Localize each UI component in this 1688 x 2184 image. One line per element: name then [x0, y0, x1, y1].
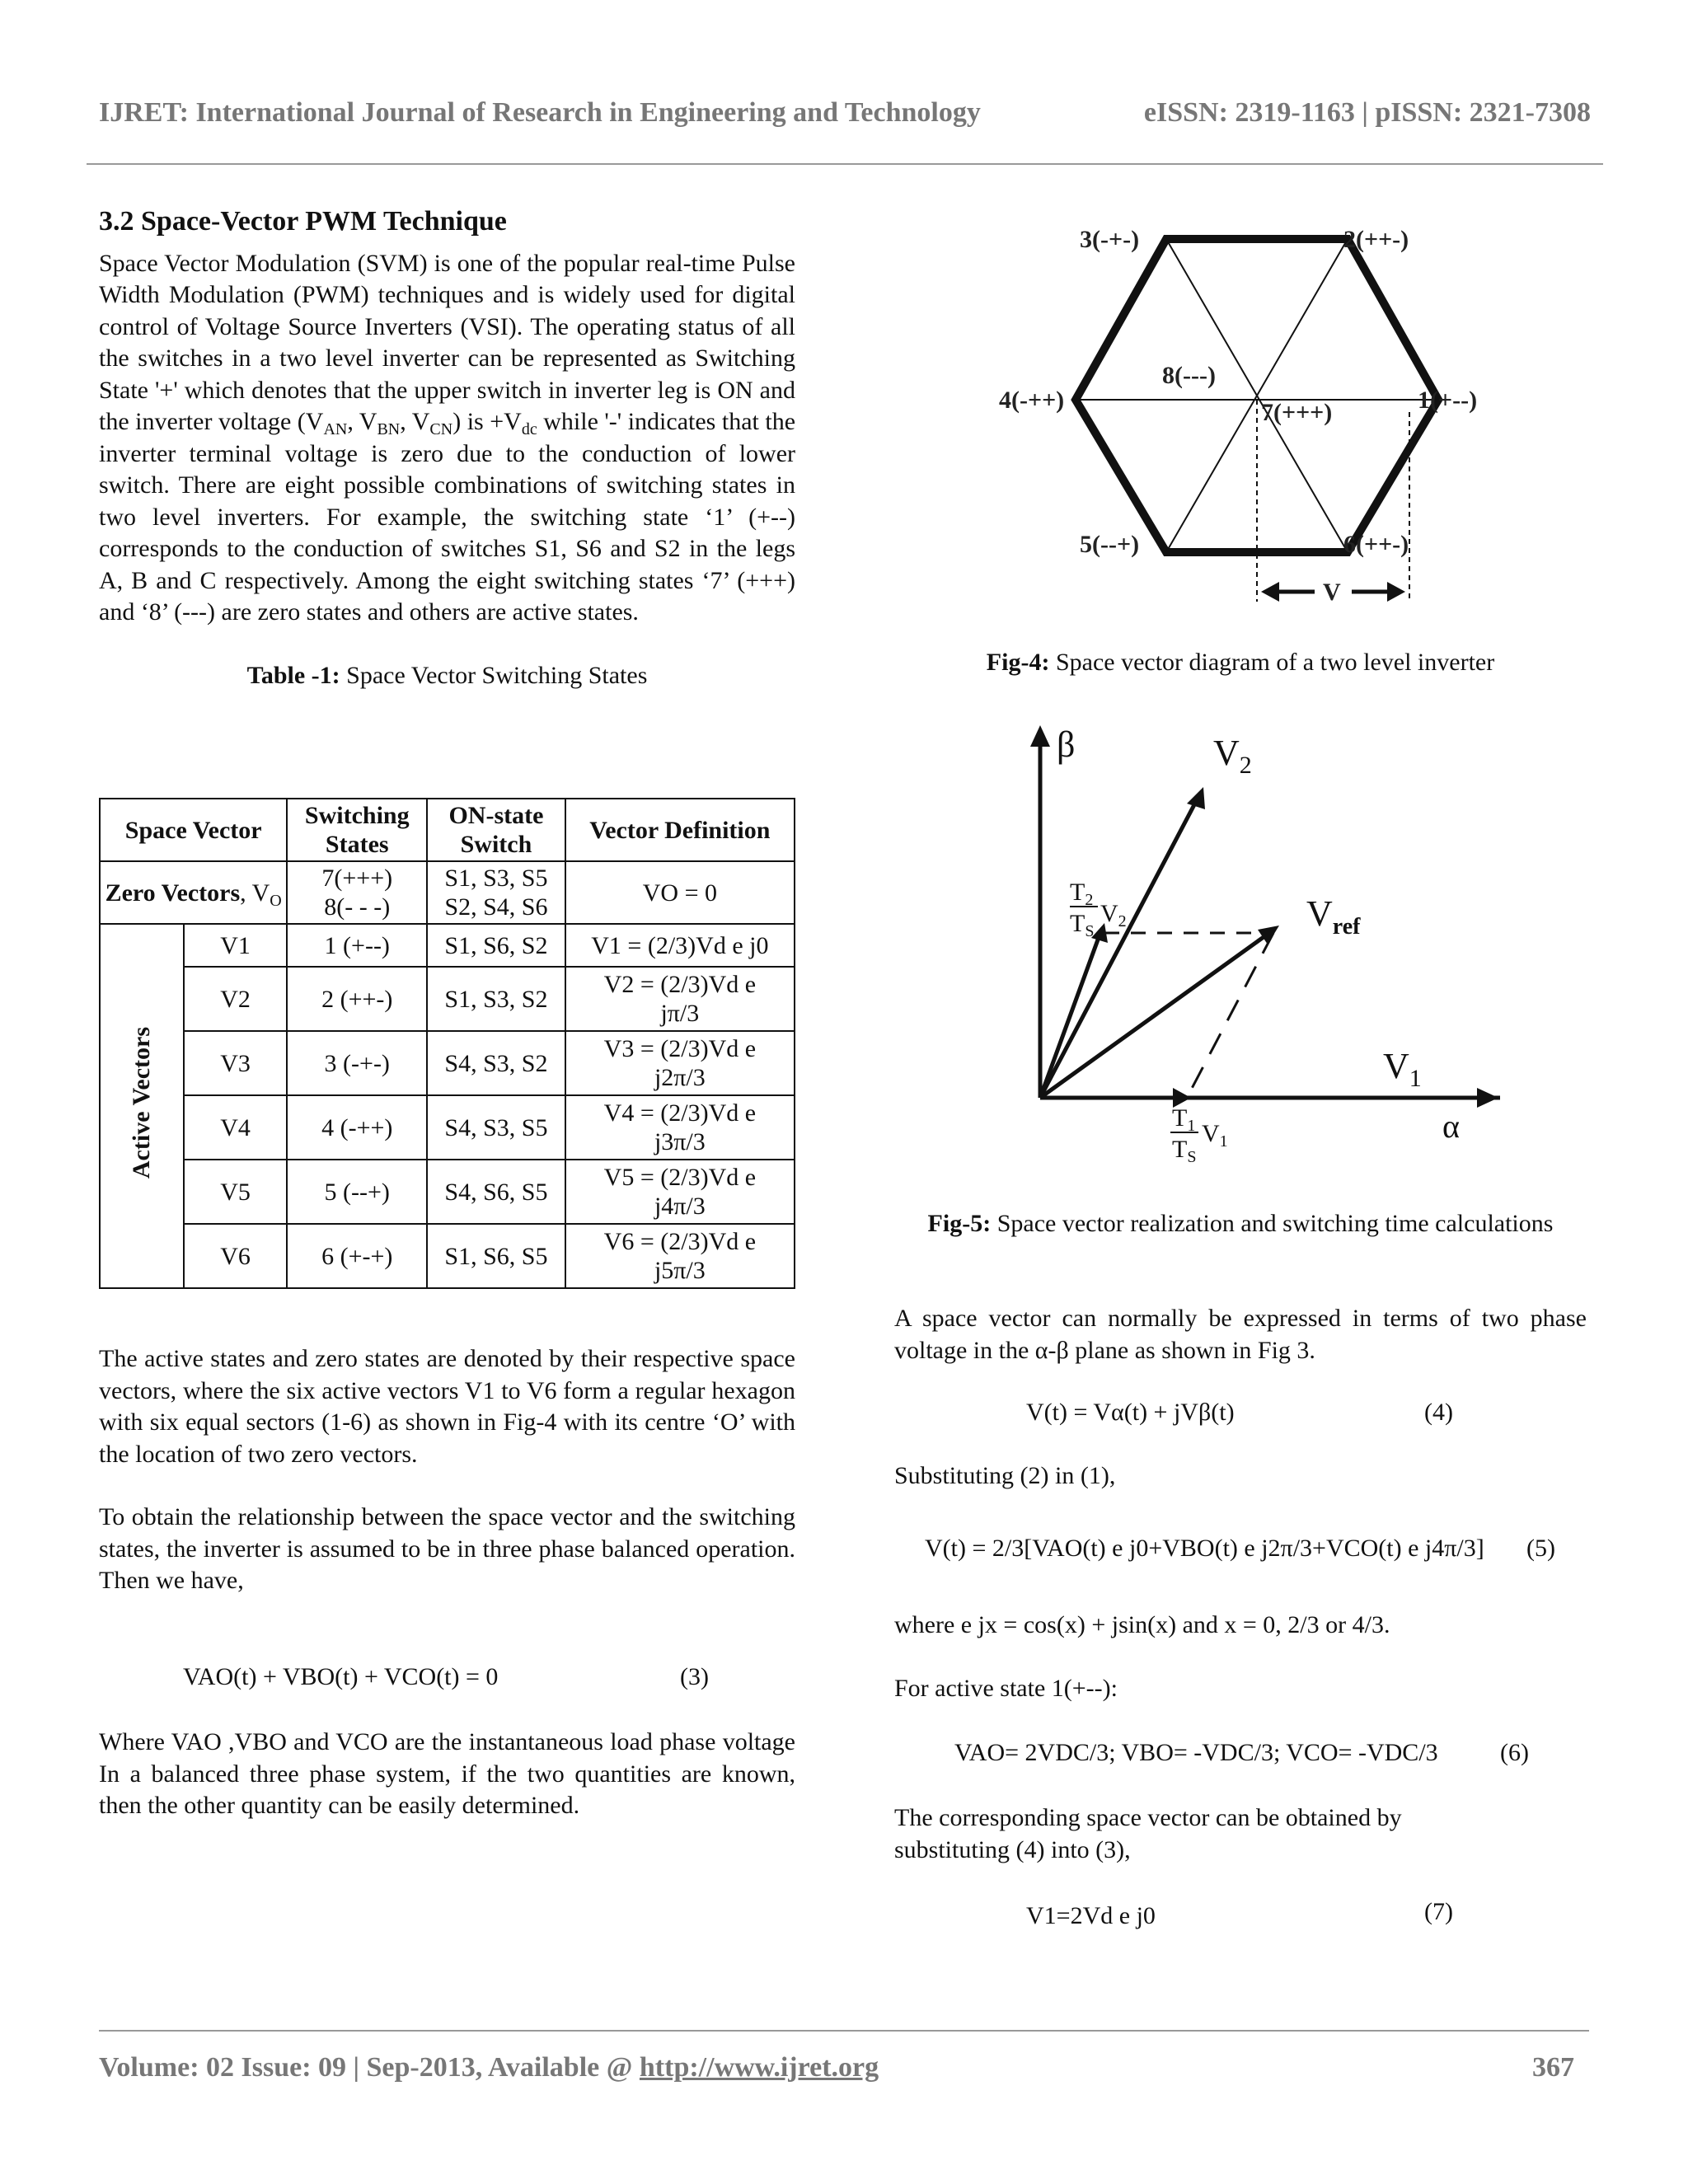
- equation-3: VAO(t) + VBO(t) + VCO(t) = 0: [183, 1663, 499, 1690]
- where-line: where e jx = cos(x) + jsin(x) and x = 0, 2/3 or 4/3.: [894, 1611, 1390, 1638]
- equation-6-number: (6): [1500, 1739, 1529, 1766]
- cell-definition: V3 = (2/3)Vd e j2π/3: [565, 1031, 795, 1095]
- header-on-state-switch: ON-state Switch: [427, 799, 565, 861]
- cell-vector: V6: [184, 1224, 288, 1288]
- equation-5: V(t) = 2/3[VAO(t) e j0+VBO(t) e j2π/3+VCO(t) e j4π/3]: [925, 1535, 1484, 1562]
- instantaneous-voltage-paragraph: Where VAO ,VBO and VCO are the instantaneous load phase voltage In a balanced three phase system, if the two quantities are known, then the other quantity can be easily determined.: [99, 1728, 795, 1819]
- cell-state: 2 (++-): [287, 967, 427, 1031]
- header-vector-definition: Vector Definition: [565, 799, 795, 861]
- header-rule: [87, 163, 1603, 165]
- v2-label: $V_2$: [1213, 733, 1252, 779]
- table-row: [100, 967, 795, 1031]
- footer-volume: Volume: 02 Issue: 09 | Sep-2013, Available @: [99, 2052, 640, 2083]
- section-title: 3.2 Space-Vector PWM Technique: [99, 206, 507, 237]
- zero-vector-label-7: 7(+++): [1261, 399, 1333, 426]
- fig5-caption: Fig-5: Space vector realization and switching time calculations: [927, 1210, 1554, 1237]
- cell-state: 3 (-+-): [287, 1031, 427, 1095]
- vertex-label-5: 5(--+): [1080, 531, 1140, 558]
- table-row: [100, 1031, 795, 1095]
- cell-switch: S4, S3, S2: [427, 1031, 565, 1095]
- table-row: [100, 1160, 795, 1224]
- journal-link[interactable]: http://www.ijret.org: [639, 2052, 879, 2083]
- switching-states-table: [99, 798, 795, 1289]
- substituting-line: Substituting (2) in (1),: [894, 1462, 1116, 1489]
- equation-7: V1=2Vd e j0: [1026, 1902, 1156, 1929]
- equation-7-number: (7): [1424, 1898, 1453, 1925]
- vref-label: $V_{ref}$: [1306, 893, 1361, 940]
- equation-4-number: (4): [1424, 1399, 1453, 1426]
- left-lower-text: [99, 1343, 795, 1597]
- v2-arrow-icon: [1187, 787, 1205, 809]
- cell-switch: S1, S6, S5: [427, 1224, 565, 1288]
- vref-vector: [1040, 933, 1269, 1098]
- equation-6: VAO= 2VDC/3; VBO= -VDC/3; VCO= -VDC/3: [954, 1739, 1438, 1766]
- right-text-2: [894, 1802, 1471, 1866]
- cell-state: 4 (-++): [287, 1095, 427, 1160]
- cell-switch: S4, S3, S5: [427, 1095, 565, 1160]
- cell-switch: S4, S6, S5: [427, 1160, 565, 1224]
- beta-arrow-icon: [1030, 725, 1050, 747]
- cell-state: 1 (+--): [287, 924, 427, 967]
- cell-switch: S1, S6, S2: [427, 924, 565, 967]
- left-column: [99, 206, 795, 691]
- vertex-label-2: 2(++-): [1343, 226, 1409, 253]
- vertex-label-1: 1(+--): [1418, 387, 1478, 414]
- table-row: [100, 1224, 795, 1288]
- equation-3-number: (3): [680, 1663, 709, 1690]
- relationship-paragraph: To obtain the relationship between the space vector and the switching states, the inverter is assumed to be in three phase balanced operation. Then we have,: [99, 1503, 795, 1594]
- left-final-text: [99, 1727, 795, 1822]
- t2-v2-label: $V_2$: [1100, 900, 1127, 930]
- cell-vector: V5: [184, 1160, 288, 1224]
- intro-paragraph: Space Vector Modulation (SVM) is one of the popular real-time Pulse Width Modulation (PWM) techniques and is widely used for digital control of Voltage Source Inverters (VSI). The operating status of all the switches in a two level inverter can be represented as Switching State '+' which denotes that the upper switch in inverter leg is ON and the inverter voltage ($V_{AN}$, $V_{BN}$, $V_{CN}$) is $+V_{dc}$ while '-' indicates that the inverter terminal voltage is zero due to the conduction of lower switch. There are eight possible combinations of switching states in two level inverters. For example, the switching state ‘1’ (+--) corresponds to the conduction of switches S1, S6 and S2 in the legs A, B and C respectively. Among the eight switching states ‘7’ (+++) and ‘8’ (---) are zero states and others are active states.: [99, 249, 796, 626]
- cell-definition: V1 = (2/3)Vd e j0: [565, 924, 795, 967]
- equation-4: V(t) = Vα(t) + jVβ(t): [1026, 1399, 1235, 1426]
- cell-vector: V4: [184, 1095, 288, 1160]
- cell-state: 6 (+-+): [287, 1224, 427, 1288]
- hexagon-paragraph: The active states and zero states are denoted by their respective space vectors, where the six active vectors V1 to V6 form a regular hexagon with six equal sectors (1-6) as shown in Fig-4 with its centre ‘O’ with the location of two zero vectors.: [99, 1345, 795, 1468]
- t2-fraction-den: $T_S$: [1070, 910, 1095, 940]
- cell-vector: V3: [184, 1031, 288, 1095]
- table-row-zero: [100, 861, 795, 924]
- cell-vector: V1: [184, 924, 288, 967]
- arrow-right-icon: [1387, 582, 1405, 602]
- vertex-label-3: 3(-+-): [1080, 226, 1140, 253]
- alpha-arrow-icon: [1477, 1088, 1498, 1108]
- zero-vector-label-8: 8(---): [1162, 362, 1216, 389]
- table-row: [100, 1095, 795, 1160]
- journal-header: [99, 97, 1591, 129]
- alpha-beta-paragraph: A space vector can normally be expressed in terms of two phase voltage in the α-β plane as shown in Fig 3.: [894, 1305, 1587, 1364]
- page-footer: [99, 2052, 1574, 2083]
- page-number: 367: [1532, 2052, 1574, 2083]
- zero-switches: S1, S3, S5 S2, S4, S6: [427, 861, 565, 924]
- cell-definition: V5 = (2/3)Vd e j4π/3: [565, 1160, 795, 1224]
- cell-definition: V4 = (2/3)Vd e j3π/3: [565, 1095, 795, 1160]
- beta-label: β: [1057, 724, 1076, 765]
- t1-fraction-den: $T_S$: [1172, 1136, 1197, 1166]
- fig4-caption: Fig-4: Space vector diagram of a two level inverter: [986, 649, 1495, 676]
- cell-switch: S1, S3, S2: [427, 967, 565, 1031]
- zero-definition: VO = 0: [565, 861, 795, 924]
- active-vectors-label: Active Vectors: [100, 924, 184, 1288]
- cell-definition: V2 = (2/3)Vd e jπ/3: [565, 967, 795, 1031]
- v-length-label: V: [1323, 579, 1341, 606]
- space-vector-hexagon-figure: [989, 223, 1500, 618]
- journal-title: IJRET: International Journal of Research in Engineering and Technology: [99, 97, 981, 128]
- t1-v1-label: $V_1$: [1202, 1120, 1228, 1151]
- alpha-beta-figure: [1022, 717, 1500, 1179]
- v1-label: $V_1$: [1383, 1046, 1422, 1092]
- header-space-vector: Space Vector: [100, 799, 287, 861]
- header-switching-states: Switching States: [287, 799, 427, 861]
- vertex-label-4: 4(-++): [999, 387, 1065, 414]
- t2-component: [1040, 933, 1100, 1098]
- v2-vector: [1040, 795, 1199, 1098]
- projection-line: [1187, 933, 1273, 1098]
- journal-issn: eISSN: 2319-1163 | pISSN: 2321-7308: [1143, 97, 1591, 128]
- corresponding-vector-paragraph: The corresponding space vector can be obtained by substituting (4) into (3),: [894, 1804, 1402, 1863]
- right-text-1: [894, 1303, 1587, 1366]
- arrow-left-icon: [1261, 582, 1279, 602]
- equation-5-number: (5): [1526, 1535, 1555, 1562]
- cell-state: 5 (--+): [287, 1160, 427, 1224]
- table-header-row: [100, 799, 795, 861]
- active-state-line: For active state 1(+--):: [894, 1675, 1118, 1702]
- t2-fraction-num: $T_2$: [1070, 879, 1094, 909]
- vertex-label-6: 6(++-): [1343, 531, 1409, 558]
- zero-states: 7(+++) 8(- - -): [287, 861, 427, 924]
- cell-vector: V2: [184, 967, 288, 1031]
- zero-vectors-label: Zero Vectors, $V_O$: [100, 861, 287, 924]
- table-row: [100, 924, 795, 967]
- vref-arrow-icon: [1258, 926, 1279, 944]
- footer-rule: [99, 2030, 1589, 2032]
- cell-definition: V6 = (2/3)Vd e j5π/3: [565, 1224, 795, 1288]
- alpha-label: α: [1442, 1108, 1460, 1145]
- t1-fraction-num: $T_1$: [1172, 1104, 1196, 1135]
- table-caption: Table -1: Space Vector Switching States: [246, 661, 648, 689]
